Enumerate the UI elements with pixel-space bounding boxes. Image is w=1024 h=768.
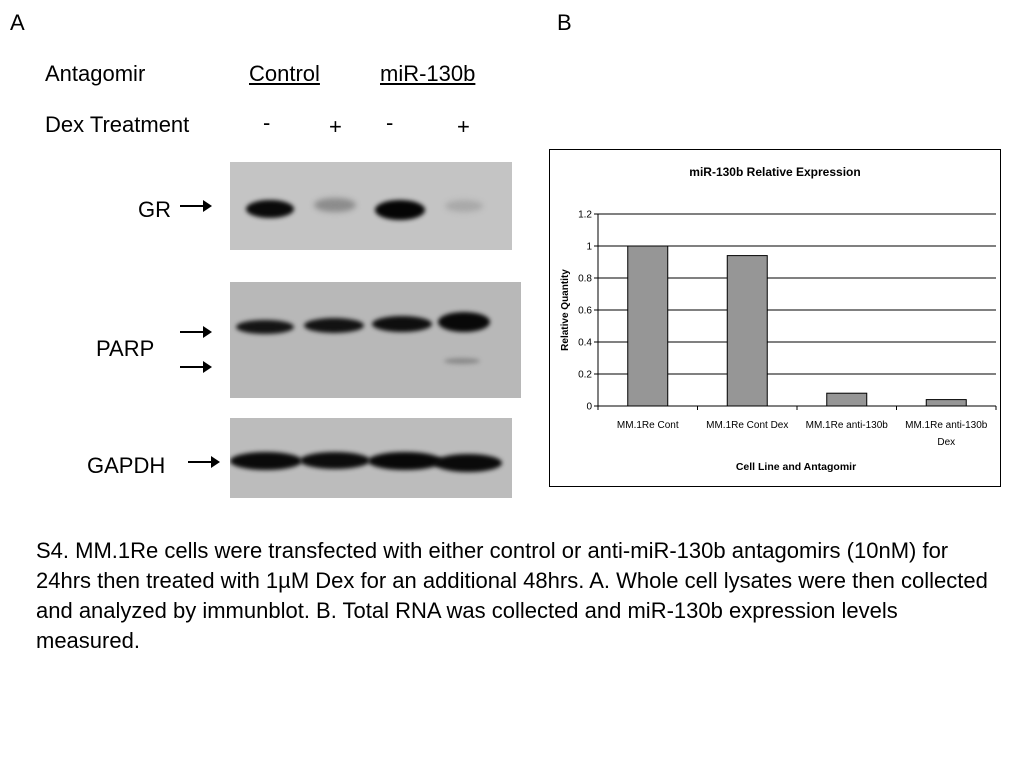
gapdh-band-lane-4 xyxy=(434,454,502,472)
bar-3 xyxy=(926,400,966,406)
bar-1 xyxy=(727,256,767,406)
y-tick-label-5: 1 xyxy=(586,241,592,253)
gr-band-lane-3 xyxy=(375,200,425,220)
gapdh-arrow-icon xyxy=(188,461,218,463)
parp-lower-arrow-icon xyxy=(180,366,210,368)
mir-label: miR-130b xyxy=(380,61,476,86)
bar-2 xyxy=(827,393,867,406)
parp-band-lane-2 xyxy=(304,318,364,333)
y-axis-label: Relative Quantity xyxy=(560,269,571,351)
parp-band-lane-1 xyxy=(236,320,294,334)
gr-band-lane-2 xyxy=(314,198,356,212)
parp-cleaved-band xyxy=(444,358,480,364)
sign-lane-3: - xyxy=(386,110,394,135)
parp-band-lane-3 xyxy=(372,316,432,332)
y-tick-label-1: 0.2 xyxy=(578,369,592,381)
gapdh-band-lane-1 xyxy=(230,452,302,470)
y-tick-label-4: 0.8 xyxy=(578,273,592,285)
sign-lane-4: + xyxy=(457,114,470,139)
panel-b-letter: B xyxy=(557,10,572,35)
parp-upper-arrow-icon xyxy=(180,331,210,333)
gapdh-blot-image xyxy=(230,418,512,498)
chart-title: miR-130b Relative Expression xyxy=(689,165,861,179)
x-axis-label: Cell Line and Antagomir xyxy=(735,461,857,473)
gr-label: GR xyxy=(138,197,171,222)
gr-blot-image xyxy=(230,162,512,250)
control-label: Control xyxy=(249,61,320,86)
parp-blot-image xyxy=(230,282,521,398)
gr-arrow-icon xyxy=(180,205,210,207)
y-tick-label-0: 0 xyxy=(586,401,592,413)
relative-expression-chart xyxy=(549,149,1001,487)
parp-label: PARP xyxy=(96,336,155,361)
figure-caption: S4. MM.1Re cells were transfected with either control or anti-miR-130b antagomirs (10nM) for 24hrs then treated with 1µM Dex for an additional 48hrs. A. Whole cell lysates were then collected and analyzed by immunblot. B. Total RNA was collected and miR-130b expression levels measured. xyxy=(36,538,988,653)
x-tick-label-2: MM.1Re anti-130b xyxy=(805,420,888,431)
y-tick-label-2: 0.4 xyxy=(578,337,592,349)
x-tick-label-3: MM.1Re anti-130b Dex xyxy=(905,420,988,448)
x-tick-label-1: MM.1Re Cont Dex xyxy=(706,420,789,431)
gapdh-label: GAPDH xyxy=(87,453,166,478)
parp-band-lane-4 xyxy=(438,312,490,332)
gapdh-band-lane-3 xyxy=(368,452,442,470)
sign-lane-1: - xyxy=(263,110,271,135)
gr-band-lane-4 xyxy=(445,200,483,212)
y-tick-label-3: 0.6 xyxy=(578,305,592,317)
y-tick-label-6: 1.2 xyxy=(578,209,592,221)
antagomir-label: Antagomir xyxy=(45,61,146,86)
dex-treatment-label: Dex Treatment xyxy=(45,112,190,137)
sign-lane-2: + xyxy=(329,114,342,139)
chart-svg xyxy=(550,150,1000,486)
x-tick-label-0: MM.1Re Cont xyxy=(616,420,679,431)
bar-0 xyxy=(628,246,668,406)
panel-a-letter: A xyxy=(10,10,25,35)
gapdh-band-lane-2 xyxy=(300,452,370,469)
gr-band-lane-1 xyxy=(246,200,294,218)
